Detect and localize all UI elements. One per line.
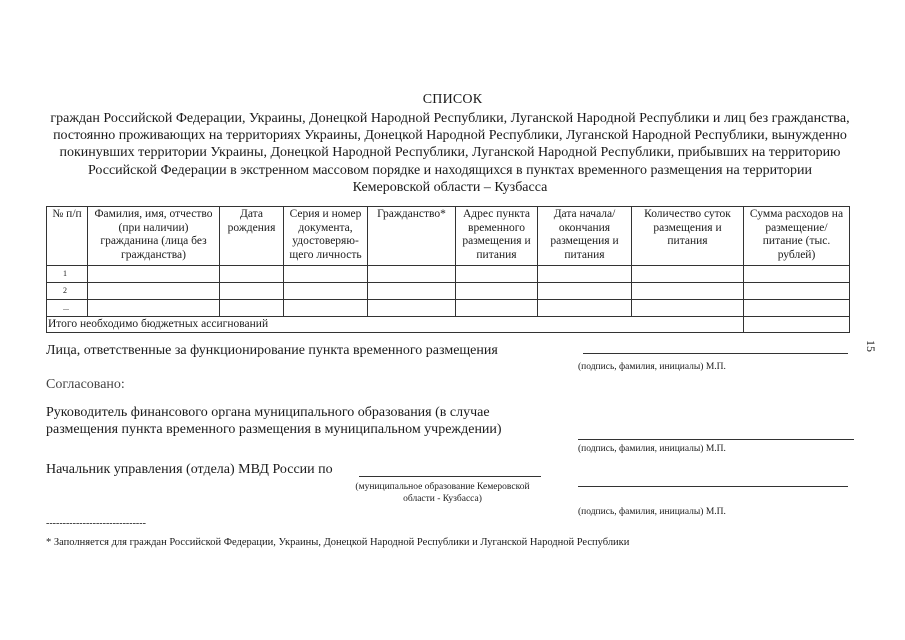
table-row <box>47 283 850 300</box>
responsible-label: Лица, ответственные за функционирование пункта временного размещения <box>46 343 498 358</box>
table-header-row <box>47 207 850 266</box>
header-cell-address: Адрес пункта временного размещения и питания <box>456 207 538 266</box>
document-subtitle: граждан Российской Федерации, Украины, Донецкой Народной Республики, Луганской Народной Республики и лиц без гражданства, постоянно проживающих на территориях Украины, Донецкой Народной Республики, Луганской Народной Республики, вынужденно покинувших территории Украины, Донецкой Народной Республики, Луганской Народной Республики, прибывших на территорию Российской Федерации в экстренном массовом порядке и находящихся в пунктах временного размещения на территории Кемеровской области – Кузбасса <box>50 111 850 195</box>
header-cell-amount: Сумма расходов на размещение/ питание (тыс. рублей) <box>744 207 850 266</box>
signature-hint: (подпись, фамилия, инициалы) М.П. <box>578 507 726 517</box>
mvd-signature-line[interactable] <box>578 486 848 487</box>
header-cell-number: № п/п <box>47 207 88 266</box>
table-total-row <box>47 317 850 333</box>
row-number: 2 <box>47 283 88 300</box>
header-cell-name: Фамилия, имя, отчество (при наличии) гражданина (лица без гражданства) <box>88 207 220 266</box>
header-cell-days: Количество суток размещения и питания <box>632 207 744 266</box>
municipality-hint: (муниципальное образование Кемеровской области - Кузбасса) <box>355 482 530 504</box>
table-row <box>47 266 850 283</box>
footnote-separator: ------------------------------ <box>46 518 146 529</box>
total-value <box>744 317 850 333</box>
persons-table <box>46 206 850 333</box>
total-label: Итого необходимо бюджетных ассигнований <box>47 317 744 333</box>
page-number: 15 <box>864 340 878 352</box>
signature-hint: (подпись, фамилия, инициалы) М.П. <box>578 362 726 372</box>
responsible-signature-line[interactable] <box>583 353 848 354</box>
row-number: ... <box>47 300 88 317</box>
header-cell-birthdate: Дата рождения <box>220 207 284 266</box>
municipality-field-line[interactable] <box>359 476 541 477</box>
footnote-text: * Заполняется для граждан Российской Федерации, Украины, Донецкой Народной Республики и Луганской Народной Республики <box>46 537 630 548</box>
document-title: СПИСОК <box>422 92 483 107</box>
signature-hint: (подпись, фамилия, инициалы) М.П. <box>578 444 726 454</box>
mvd-head-label: Начальник управления (отдела) МВД России по <box>46 462 333 477</box>
finance-signature-line[interactable] <box>578 439 854 440</box>
row-number: 1 <box>47 266 88 283</box>
header-cell-citizenship: Гражданство* <box>368 207 456 266</box>
header-cell-dates: Дата начала/ окончания размещения и питания <box>538 207 632 266</box>
header-cell-document: Серия и номер документа, удостоверяю-щего личность <box>284 207 368 266</box>
table-row <box>47 300 850 317</box>
finance-head-label: Руководитель финансового органа муниципального образования (в случае размещения пункта временного размещения в муниципальном учреждении) <box>46 405 502 437</box>
agreed-label: Согласовано: <box>46 377 125 392</box>
